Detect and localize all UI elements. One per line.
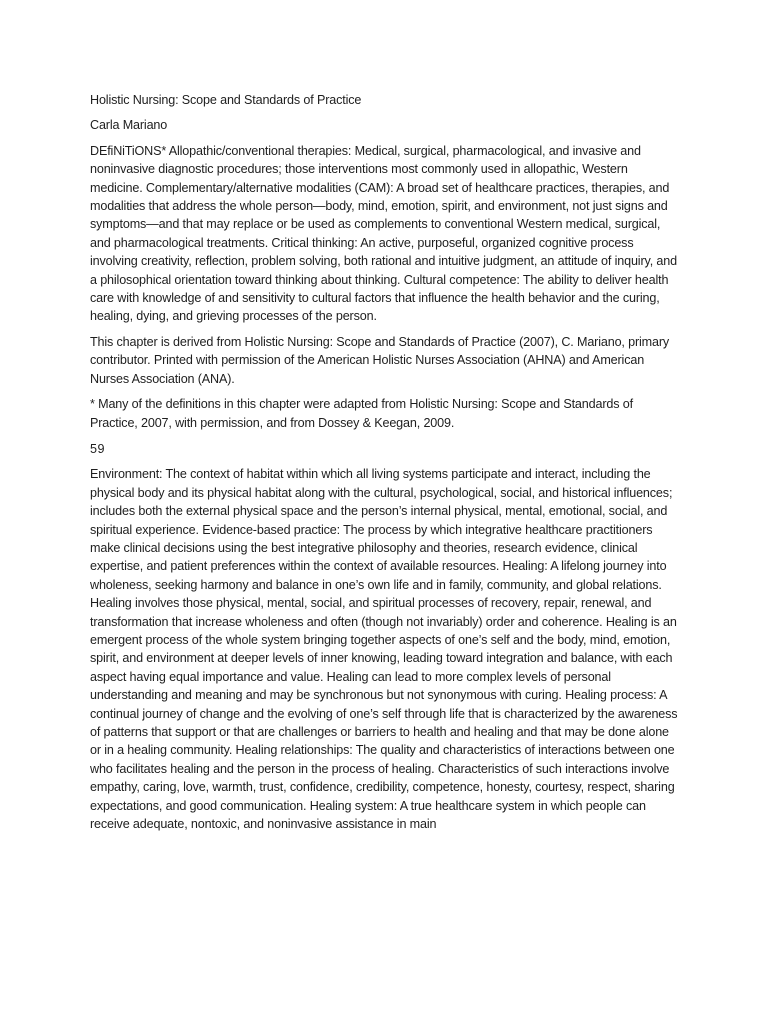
document-content [90,91,678,833]
derived-note-paragraph: This chapter is derived from Holistic Nursing: Scope and Standards of Practice (2007), C. Mariano, primary contributor. Printed with permission of the American Holistic Nurses Association (AHNA) and American Nurses Association (ANA). [90,334,670,386]
page-number: 59 [90,441,106,456]
definitions-paragraph: DEfiNiTiONS* Allopathic/conventional therapies: Medical, surgical, pharmacological, and invasive and noninvasive diagnostic procedures; those interventions most commonly used in allopathic, Western medicine. Complementary/alternative modalities (CAM): A broad set of healthcare practices, therapies, and modalities that address the whole person—body, mind, emotion, spirit, and environment, not just signs and symptoms—and that may replace or be used as complements to conventional Western medical, surgical, and pharmacological treatments. Critical thinking: An active, purposeful, organized cognitive process involving creativity, reflection, problem solving, both rational and intuitive judgment, an attitude of inquiry, and a philosophical orientation toward thinking about thinking. Cultural competence: The ability to deliver health care with knowledge of and sensitivity to cultural factors that influence the health behavior and the curing, healing, dying, and grieving processes of the person. [90,143,677,324]
body-paragraph: Environment: The context of habitat within which all living systems participate and interact, including the physical body and its physical habitat along with the cultural, psychological, social, and historical influences; includes both the external physical space and the person’s internal physical, mental, emotional, social, and spiritual experience. Evidence-based practice: The process by which integrative healthcare practitioners make clinical decisions using the best integrative philosophy and theories, research evidence, clinical expertise, and patient preferences within the context of available resources. Healing: A lifelong journey into wholeness, seeking harmony and balance in one’s own life and in family, community, and global relations. Healing involves those physical, mental, social, and spiritual processes of recovery, repair, renewal, and transformation that increase wholeness and often (though not invariably) order and coherence. Healing is an emergent process of the whole system bringing together aspects of one’s self and the body, mind, emotion, spirit, and environment at deeper levels of inner knowing, leading toward integration and balance, with each aspect having equal importance and value. Healing can lead to more complex levels of personal understanding and meaning and may be synchronous but not synonymous with curing. Healing process: A continual journey of change and the evolving of one’s self through life that is characterized by the awareness of patterns that support or that are challenges or barriers to health and healing and that may be done alone or in a healing community. Healing relationships: The quality and characteristics of interactions between one who facilitates healing and the person in the process of healing. Characteristics of such interactions involve empathy, caring, love, warmth, trust, confidence, credibility, competence, honesty, courtesy, respect, sharing expectations, and good communication. Healing system: A true healthcare system in which people can receive adequate, nontoxic, and noninvasive assistance in main [90,467,678,832]
document-title: Holistic Nursing: Scope and Standards of Practice [90,93,362,107]
document-author: Carla Mariano [90,118,168,133]
footnote-paragraph: * Many of the definitions in this chapter were adapted from Holistic Nursing: Scope and Standards of Practice, 2007, with permission, and from Dossey & Keegan, 2009. [90,397,633,430]
